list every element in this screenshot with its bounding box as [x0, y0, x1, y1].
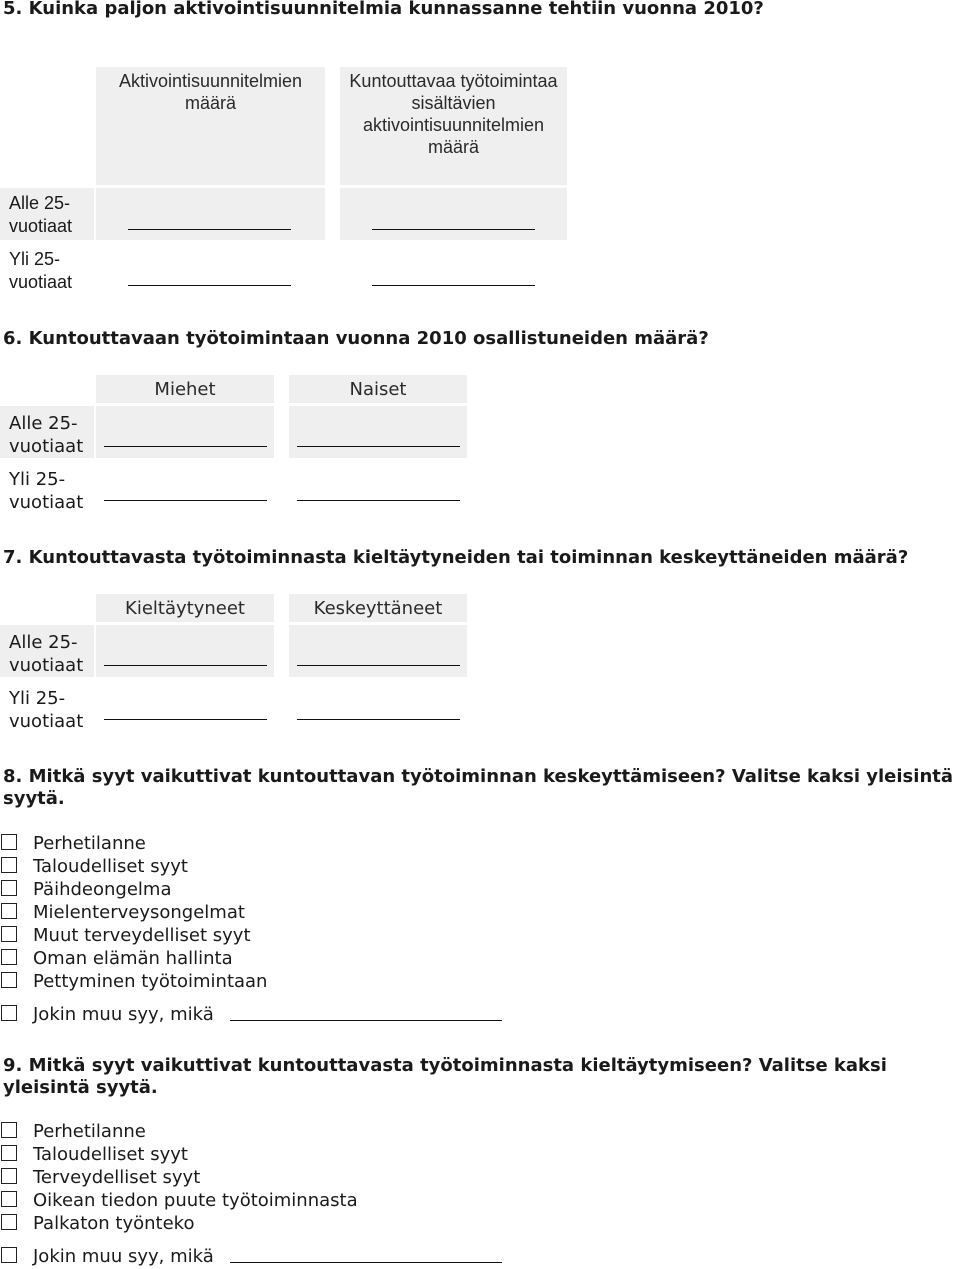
q9-option-label: Taloudelliset syyt: [33, 1144, 188, 1165]
q6-row-label-1: Alle 25-vuotiaat: [9, 413, 84, 457]
checkbox[interactable]: [1, 834, 17, 850]
q6-column-header-2: Naiset: [349, 379, 407, 400]
q5-title: 5. Kuinka paljon aktivointisuunnitelmia kunnassanne tehtiin vuonna 2010?: [3, 0, 764, 19]
q8-option-label: Päihdeongelma: [33, 879, 172, 900]
q5-row2-field-1[interactable]: [128, 285, 291, 286]
q6-row1-cell-2: [289, 406, 467, 458]
q5-row1-field-1[interactable]: [128, 229, 291, 230]
q7-row-label-1: Alle 25-vuotiaat: [9, 632, 84, 676]
q5-column-header-2: Kuntouttavaa työtoimintaa sisältävien aktivointisuunnitelmien määrä: [349, 71, 558, 157]
q7-row2-field-1[interactable]: [104, 719, 267, 720]
q5-row-label-2: Yli 25-vuotiaat: [9, 249, 73, 292]
q5-row2-field-2[interactable]: [372, 285, 535, 286]
q8-other-label: Jokin muu syy, mikä: [33, 1004, 214, 1025]
checkbox[interactable]: [1, 903, 17, 919]
checkbox[interactable]: [1, 1168, 17, 1184]
q5-column-header-1: Aktivointisuunnitelmien määrä: [118, 71, 303, 113]
q8-option-label: Oman elämän hallinta: [33, 948, 233, 969]
q7-column-header-1: Kieltäytyneet: [125, 598, 245, 619]
q6-title: 6. Kuntouttavaan työtoimintaan vuonna 2010 osallistuneiden määrä?: [3, 328, 709, 349]
q9-option-label: Oikean tiedon puute työtoiminnasta: [33, 1190, 358, 1211]
checkbox[interactable]: [1, 949, 17, 965]
q6-row2-field-2[interactable]: [297, 500, 460, 501]
q6-row-label-2: Yli 25-vuotiaat: [9, 469, 84, 513]
q8-option-label: Mielenterveysongelmat: [33, 902, 245, 923]
q5-row1-cell-2: [340, 188, 567, 240]
q9-option-label: Perhetilanne: [33, 1121, 146, 1142]
q5-row-label-1: Alle 25-vuotiaat: [9, 193, 73, 236]
q9-title: 9. Mitkä syyt vaikuttivat kuntouttavasta työtoiminnasta kieltäytymiseen? Valitse kaksi yleisintä syytä.: [3, 1055, 887, 1098]
q8-option-label: Taloudelliset syyt: [33, 856, 188, 877]
q7-row2-field-2[interactable]: [297, 719, 460, 720]
checkbox[interactable]: [1, 1191, 17, 1207]
q9-option-label: Palkaton työnteko: [33, 1213, 195, 1234]
checkbox[interactable]: [1, 1145, 17, 1161]
q8-option-label: Pettyminen työtoimintaan: [33, 971, 268, 992]
checkbox[interactable]: [1, 926, 17, 942]
checkbox[interactable]: [1, 1005, 17, 1021]
q6-column-header-1: Miehet: [154, 379, 216, 400]
q6-row1-field-2[interactable]: [297, 446, 460, 447]
q9-option-label: Terveydelliset syyt: [33, 1167, 201, 1188]
checkbox[interactable]: [1, 857, 17, 873]
q6-row2-field-1[interactable]: [104, 500, 267, 501]
checkbox[interactable]: [1, 1122, 17, 1138]
q7-column-header-2: Keskeyttäneet: [313, 598, 443, 619]
q8-option-label: Perhetilanne: [33, 833, 146, 854]
q6-row1-cell-1: [96, 406, 274, 458]
q7-row1-field-1[interactable]: [104, 665, 267, 666]
q7-row1-cell-2: [289, 625, 467, 677]
q7-row1-cell-1: [96, 625, 274, 677]
checkbox[interactable]: [1, 1247, 17, 1263]
q8-option-label: Muut terveydelliset syyt: [33, 925, 251, 946]
checkbox[interactable]: [1, 880, 17, 896]
q8-title: 8. Mitkä syyt vaikuttivat kuntouttavan työtoiminnan keskeyttämiseen? Valitse kaksi yleisintä syytä.: [3, 766, 954, 809]
q6-row1-field-1[interactable]: [104, 446, 267, 447]
q7-row-label-2: Yli 25-vuotiaat: [9, 688, 84, 732]
q9-other-label: Jokin muu syy, mikä: [33, 1246, 214, 1267]
q9-other-field[interactable]: [230, 1262, 502, 1263]
checkbox[interactable]: [1, 972, 17, 988]
q7-row1-field-2[interactable]: [297, 665, 460, 666]
q7-title: 7. Kuntouttavasta työtoiminnasta kieltäytyneiden tai toiminnan keskeyttäneiden määrä?: [3, 547, 909, 568]
checkbox[interactable]: [1, 1214, 17, 1230]
q5-row1-field-2[interactable]: [372, 229, 535, 230]
q8-other-field[interactable]: [230, 1020, 502, 1021]
q5-row1-cell-1: [96, 188, 325, 240]
